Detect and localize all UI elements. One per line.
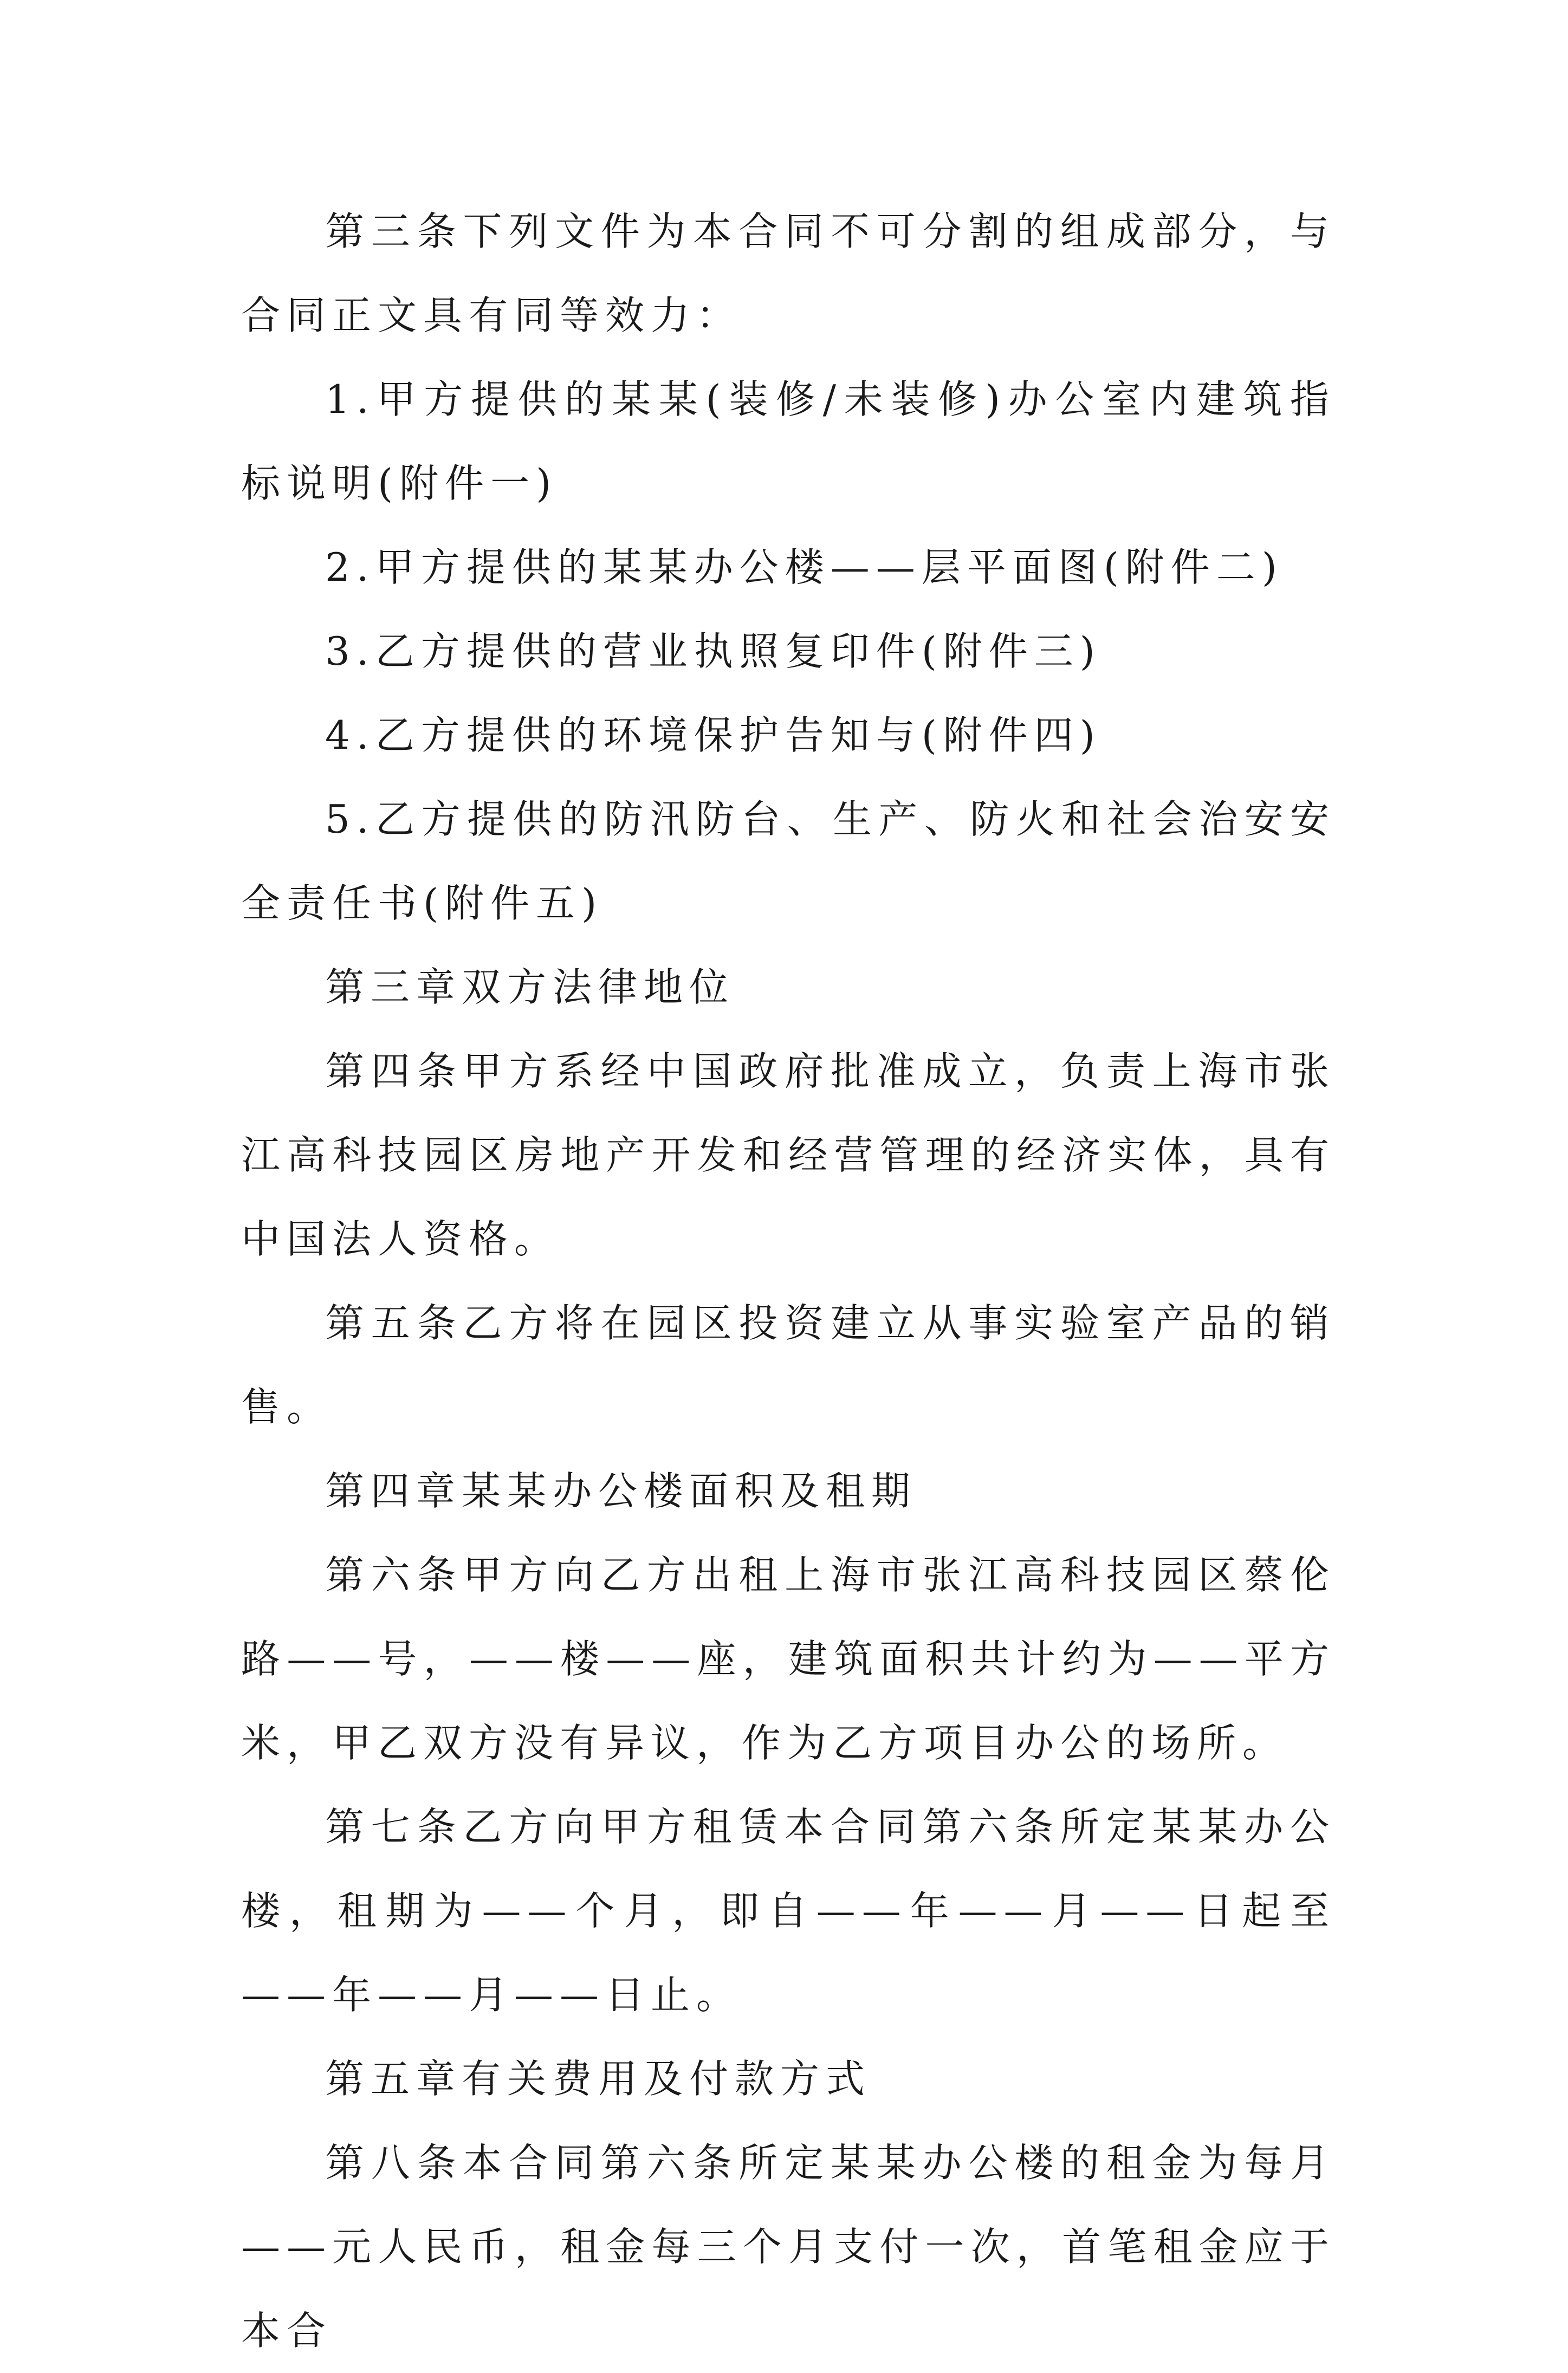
paragraph-article-7: 第七条乙方向甲方租赁本合同第六条所定某某办公楼，租期为——个月，即自——年——月——日起至——年——月——日止。 [241, 1804, 1336, 2018]
paragraph-item-4: 4.乙方提供的环境保护告知与(附件四) [325, 712, 1102, 758]
paragraph-article-5: 第五条乙方将在园区投资建立从事实验室产品的销售。 [241, 1300, 1336, 1430]
paragraph-article-3: 第三条下列文件为本合同不可分割的组成部分，与合同正文具有同等效力： [241, 209, 1336, 338]
paragraph-article-6: 第六条甲方向乙方出租上海市张江高科技园区蔡伦路——号，——楼——座，建筑面积共计约为——平方米，甲乙双方没有异议，作为乙方项目办公的场所。 [241, 1552, 1336, 1766]
paragraph-article-4: 第四条甲方系经中国政府批准成立，负责上海市张江高科技园区房地产开发和经营管理的经济实体，具有中国法人资格。 [241, 1048, 1336, 1262]
paragraph-item-1: 1.甲方提供的某某(装修/未装修)办公室内建筑指标说明(附件一) [241, 377, 1336, 506]
paragraph-item-2: 2.甲方提供的某某办公楼——层平面图(附件二) [325, 544, 1284, 590]
paragraph-item-5: 5.乙方提供的防汛防台、生产、防火和社会治安安全责任书(附件五) [241, 796, 1336, 926]
chapter-heading-5: 第五章有关费用及付款方式 [325, 2056, 872, 2102]
chapter-heading-4: 第四章某某办公楼面积及租期 [325, 1468, 917, 1514]
document-body [241, 190, 1336, 2373]
paragraph-article-8: 第八条本合同第六条所定某某办公楼的租金为每月——元人民币，租金每三个月支付一次，首笔租金应于本合 [241, 2140, 1336, 2353]
chapter-heading-3: 第三章双方法律地位 [325, 964, 735, 1010]
paragraph-item-3: 3.乙方提供的营业执照复印件(附件三) [325, 628, 1102, 674]
